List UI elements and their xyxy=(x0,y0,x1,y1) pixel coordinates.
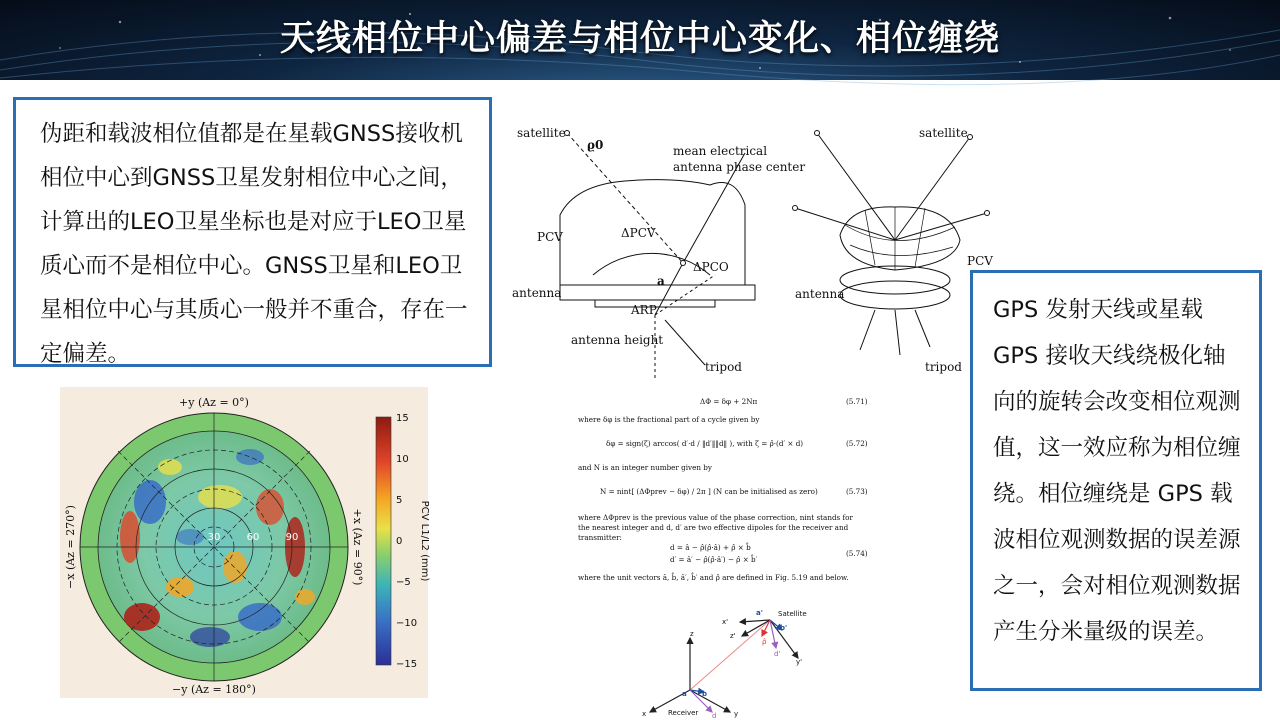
label-antenna-height: antenna height xyxy=(571,333,664,347)
left-box-text: 伪距和载波相位值都是在星载GNSS接收机相位中心到GNSS卫星发射相位中心之间，计算出的LEO卫星坐标也是对应于LEO卫星质心而不是相位中心。GNSS卫星和LEO卫星相位中心与其质心一般并不重合，存在一定偏差。 xyxy=(40,121,468,367)
label-rho: ϱ0 xyxy=(587,138,604,152)
colorbar-tick: −5 xyxy=(396,577,411,588)
colorbar-tick: 15 xyxy=(396,413,409,424)
ring-label-60: 60 xyxy=(246,532,260,543)
label-satellite-left: satellite xyxy=(517,126,566,140)
label-a-prime: a' xyxy=(756,609,763,617)
label-pcv-right: PCV xyxy=(967,254,993,268)
label-rho-hat: ρ̂ xyxy=(762,638,767,646)
label-mean-center-1: mean electrical xyxy=(673,144,768,158)
ring-label-30: 30 xyxy=(207,532,221,543)
equation-5-71: ΔΦ = δφ + 2Nπ xyxy=(700,397,758,406)
left-text-box xyxy=(13,97,492,367)
label-pcv-left: PCV xyxy=(537,230,563,244)
label-b: b xyxy=(702,690,708,698)
antenna-base xyxy=(560,285,755,307)
colorbar-label: PCV L1/L2 (mm) xyxy=(419,500,430,582)
receiver-satellite-line xyxy=(690,620,770,690)
label-x-prime: x' xyxy=(722,618,729,626)
equation-text: and N is an integer number given by xyxy=(578,463,712,472)
label-tripod-right: tripod xyxy=(925,360,962,374)
equation-text: where the unit vectors â, b̂, â′, b̂′ and ρ̂ are defined in Fig. 5.19 and below. xyxy=(578,573,849,582)
label-z-prime: z' xyxy=(730,632,736,640)
axis-right-label: +x (Az = 90°) xyxy=(351,508,364,586)
label-mean-center-2: antenna phase center xyxy=(673,160,806,174)
label-z: z xyxy=(690,630,694,638)
equation-5-73: N = nint[ (ΔΦprev − δφ) / 2π ] (N can be initialised as zero) xyxy=(600,487,818,496)
label-satellite-right: satellite xyxy=(919,126,968,140)
antenna-phase-center-diagram xyxy=(505,115,993,385)
colorbar-tick: 10 xyxy=(396,454,409,465)
label-tripod-left: tripod xyxy=(705,360,742,374)
equation-number: (5.73) xyxy=(846,487,868,496)
axis-bottom-label: −y (Az = 180°) xyxy=(172,683,256,696)
label-a: a xyxy=(682,690,687,698)
slide-title: 天线相位中心偏差与相位中心变化、相位缠绕 xyxy=(279,19,1000,59)
equation-number: (5.74) xyxy=(846,549,868,558)
equation-5-72: δφ = sign(ζ) arccos( d′·d / ‖d′‖‖d‖ ), with ζ = ρ̂·(d′ × d) xyxy=(606,439,804,448)
label-d-prime: d' xyxy=(774,650,781,658)
ring-label-90: 90 xyxy=(285,532,299,543)
axis-left-label: −x (Az = 270°) xyxy=(64,505,77,589)
colorbar-tick: 5 xyxy=(396,495,403,506)
right-text-box xyxy=(970,270,1262,691)
pcv-polar-plot xyxy=(60,387,428,698)
polar-grid xyxy=(80,413,348,681)
right-box-text: GPS 发射天线或星载 GPS 接收天线绕极化轴向的旋转会改变相位观测值，这一效应称为相位缠绕。相位缠绕是 GPS 载波相位观测数据的误差源之一，会对相位观测数据产生分米量级的误差。 xyxy=(993,297,1241,645)
equation-text: transmitter: xyxy=(578,533,622,542)
label-y: y xyxy=(734,710,739,718)
label-satellite: Satellite xyxy=(778,610,807,618)
label-vector-a: a xyxy=(657,274,665,288)
label-b-prime: b' xyxy=(780,624,788,632)
label-antenna-right: antenna xyxy=(795,287,845,301)
equation-text: the nearest integer and d, d′ are two effective dipoles for the receiver and xyxy=(578,523,849,532)
label-y-prime: y' xyxy=(796,658,803,666)
label-antenna-left: antenna xyxy=(512,286,562,300)
label-delta-pcv: ΔPCV xyxy=(621,226,656,240)
phase-windup-equations xyxy=(570,390,880,590)
axis-top-label: +y (Az = 0°) xyxy=(179,396,249,409)
label-arp: ARP xyxy=(631,303,657,317)
title-bar xyxy=(0,0,1280,80)
label-d: d xyxy=(712,712,717,720)
label-x: x xyxy=(642,710,647,718)
colorbar-tick: −15 xyxy=(396,659,418,670)
colorbar-tick: −10 xyxy=(396,618,418,629)
wind-up-vector-diagram xyxy=(630,600,830,720)
colorbar xyxy=(376,417,391,665)
line-of-sight xyxy=(567,133,683,263)
equation-text: where δφ is the fractional part of a cycle given by xyxy=(578,415,760,424)
equation-5-74a: d = â − ρ̂(ρ̂·â) + ρ̂ × b̂ xyxy=(670,543,751,552)
label-receiver: Receiver xyxy=(668,709,699,717)
tripod-leader xyxy=(665,320,705,365)
label-delta-pco: ΔPCO xyxy=(693,260,729,274)
equation-number: (5.71) xyxy=(846,397,868,406)
colorbar-tick: 0 xyxy=(396,536,403,547)
equation-number: (5.72) xyxy=(846,439,868,448)
equation-text: where ΔΦprev is the previous value of the phase correction, nint stands for xyxy=(578,513,853,522)
equation-5-74b: d′ = â′ − ρ̂(ρ̂·â′) − ρ̂ × b̂′ xyxy=(670,555,758,564)
